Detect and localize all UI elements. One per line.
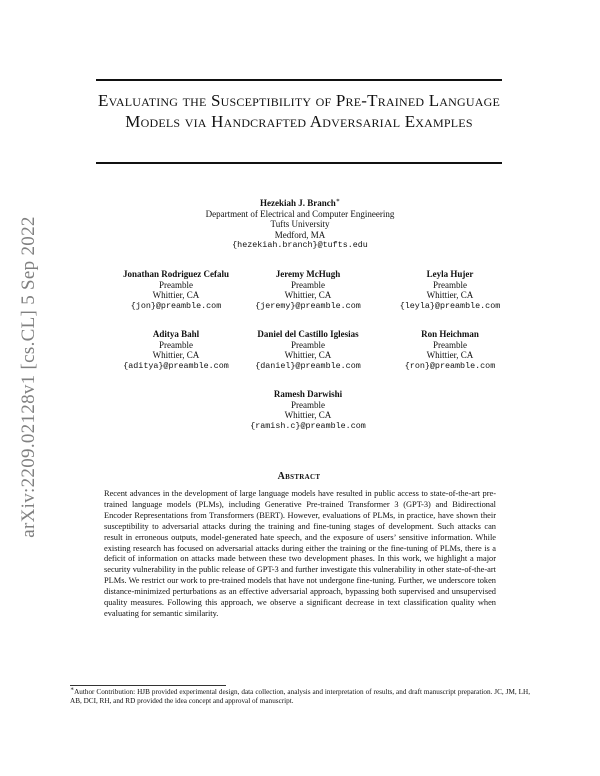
author-dept: Department of Electrical and Computer Engineering bbox=[205, 208, 395, 219]
arxiv-stamp: arXiv:2209.02128v1 [cs.CL] 5 Sep 2022 bbox=[18, 216, 39, 538]
author-email[interactable]: {hezekiah.branch}@tufts.edu bbox=[232, 240, 368, 250]
author-org: Preamble bbox=[291, 399, 325, 410]
author-location: Medford, MA bbox=[274, 229, 326, 240]
author-email[interactable]: {jeremy}@preamble.com bbox=[255, 300, 361, 311]
author-name: Aditya Bahl bbox=[152, 329, 200, 339]
author-location: Whittier, CA bbox=[152, 350, 200, 360]
author-email[interactable]: {leyla}@preamble.com bbox=[399, 300, 501, 311]
title-top-rule bbox=[96, 79, 502, 81]
author-location: Whittier, CA bbox=[152, 290, 200, 300]
footnote-marker: ∗ bbox=[335, 198, 340, 204]
author-location: Whittier, CA bbox=[284, 350, 332, 360]
author-org: Preamble bbox=[291, 339, 325, 350]
arxiv-sidebar bbox=[14, 212, 44, 542]
author-org: Preamble bbox=[159, 279, 193, 290]
author-block bbox=[330, 269, 570, 311]
author-org: Preamble bbox=[159, 339, 193, 350]
author-name: Hezekiah J. Branch bbox=[260, 198, 336, 208]
footnote-rule bbox=[70, 685, 226, 686]
author-email[interactable]: {daniel}@preamble.com bbox=[255, 360, 361, 371]
author-org: Preamble bbox=[291, 279, 325, 290]
abstract-heading: Abstract bbox=[277, 471, 321, 482]
author-name: Daniel del Castillo Iglesias bbox=[257, 329, 359, 339]
footnote-text: Author Contribution: HJB provided experimental design, data collection, analysis and interpretation of results, and draft manuscript preparation. JC, JM, LH, AB, DCI, RH, and RD provided the idea concept and approval of manuscript. bbox=[70, 688, 530, 706]
author-org: Preamble bbox=[433, 339, 467, 350]
author-email[interactable]: {ron}@preamble.com bbox=[404, 360, 496, 371]
footnote bbox=[70, 688, 530, 706]
author-name: Jonathan Rodriguez Cefalu bbox=[122, 269, 229, 279]
title-bottom-rule bbox=[96, 162, 502, 164]
lead-author-block bbox=[180, 198, 420, 251]
author-location: Whittier, CA bbox=[426, 350, 474, 360]
paper-title: Evaluating the Susceptibility of Pre-Trained Language Models via Handcrafted Adversarial Examples bbox=[98, 91, 500, 131]
author-email[interactable]: {ramish.c}@preamble.com bbox=[250, 420, 366, 431]
author-name: Leyla Hujer bbox=[426, 269, 474, 279]
author-location: Whittier, CA bbox=[284, 410, 332, 420]
author-block bbox=[330, 329, 570, 371]
author-email[interactable]: {jon}@preamble.com bbox=[130, 300, 222, 311]
footnote-marker: ∗ bbox=[70, 686, 75, 693]
author-email[interactable]: {aditya}@preamble.com bbox=[123, 360, 229, 371]
author-name: Ramesh Darwishi bbox=[273, 389, 343, 399]
author-org: Tufts University bbox=[270, 219, 330, 229]
author-org: Preamble bbox=[433, 279, 467, 290]
author-location: Whittier, CA bbox=[284, 290, 332, 300]
author-location: Whittier, CA bbox=[426, 290, 474, 300]
author-block bbox=[188, 389, 428, 431]
author-name: Jeremy McHugh bbox=[275, 269, 341, 279]
author-name: Ron Heichman bbox=[421, 329, 479, 339]
abstract-text: Recent advances in the development of large language models have resulted in public access to state-of-the-art pre-trained language models (PLMs), including Generative Pre-trained Transformer 3 (GPT-3) and Bidirectional Encoder Representations from Transformers (BERT). However, evaluations of PLMs, in practice, have shown their susceptibility to adversarial attacks during the training and fine-tuning stages of development. Such attacks can result in erroneous outputs, model-generated hate speech, and the exposure of users’ sensitive information. While existing research has focused on adversarial attacks during either the training or the fine-tuning of PLMs, there is a deficit of information on attacks made between these two development phases. In this work, we highlight a major security vulnerability in the public release of GPT-3 and further investigate this vulnerability in other state-of-the-art PLMs. We restrict our work to pre-trained models that have not undergone fine-tuning. Further, we underscore token distance-minimized perturbations as an effective adversarial approach, bypassing both supervised and unsupervised quality measures. Following this approach, we observe a significant decrease in text classification quality when evaluating for semantic similarity. bbox=[104, 489, 496, 618]
